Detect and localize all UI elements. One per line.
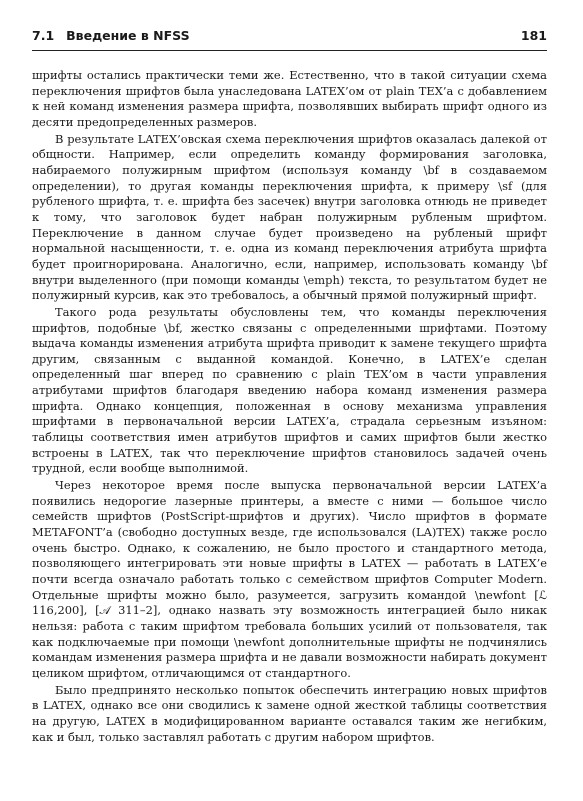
paragraph-3: Такого рода результаты обусловлены тем, что команды переключения шрифтов, подобные \bf, жестко связаны с определенными шрифтами. Поэтому выдача команды изменения атрибута шрифта приводит к замене текущего шрифта другим, связанным с выданной командой. Конечно, в LATEX’е сделан определенный шаг вперед по сравнению с plain TEX’ом в части управления атрибутами шрифтов благодаря введению набора команд изменения размера шрифта. Однако концепция, положенная в основу механизма управления шрифтами в первоначальной версии LATEX’а, страдала серьезным изъяном: таблицы соответствия имен атрибутов шрифтов и самих шрифтов были жестко встроены в LATEX, так что переключение шрифтов становилось задачей очень трудной, если вообще выполнимой. — [32, 304, 547, 476]
section-title: Введение в NFSS — [66, 28, 190, 43]
paragraph-4: Через некоторое время после выпуска первоначальной версии LATEX’а появились недорогие лазерные принтеры, а вместе с ними — большое число семейств шрифтов (PostScript-шрифтов и других). Число шрифтов в формате METAFONT’а (свободно доступных везде, где использовался (LA)TEX) также росло очень быстро. Однако, к сожалению, не было простого и стандартного метода, позволяющего интегрировать эти новые шрифты в LATEX — работать в LATEX’е почти всегда означало работать только с семейством шрифтов Computer Modern. Отдельные шрифты можно было, разумеется, загрузить командой \newfont [ℒ 116,200], [𝒜 311–2], однако назвать эту возможность интеграцией было никак нельзя: работа с таким шрифтом требовала больших усилий от пользователя, так как подключаемые при помощи \newfont дополнительные шрифты не подчинялись командам изменения размера шрифта и не давали возможности набирать документ целиком шрифтом, отличающимся от стандартного. — [32, 478, 547, 680]
book-page — [32, 28, 547, 778]
section-heading — [32, 28, 190, 43]
paragraph-2: В результате LATEX’овская схема переключения шрифтов оказалась далекой от общности. Например, если определить команду формирования заголовка, набираемого полужирным шрифтом (используя команду \bf в создаваемом определении), то другая команды переключения шрифта, к примеру \sf (для рубленого шрифта, т. е. шрифта без засечек) внутри заголовка отнюдь не приведет к тому, что заголовок будет набран полужирным рубленым шрифтом. Переключение в данном случае будет произведено на рубленый шрифт нормальной насыщенности, т. е. одна из команд переключения атрибута шрифта будет проигнорирована. Аналогично, если, например, использовать команду \bf внутри выделенного (при помощи команды \emph) текста, то результатом будет не полужирный курсив, как это требовалось, а обычный прямой полужирный шрифт. — [32, 131, 547, 303]
running-head — [32, 28, 547, 51]
paragraph-5: Было предпринято несколько попыток обеспечить интеграцию новых шрифтов в LATEX, однако все они сводились к замене одной жесткой таблицы соответствия на другую, LATEX в модифицированном варианте оставался таким же негибким, как и был, только заставлял работать с другим набором шрифтов. — [32, 682, 547, 744]
paragraph-1: шрифты остались практически теми же. Естественно, что в такой ситуации схема переключения шрифтов была унаследована LATEX’ом от plain TEX’а с добавлением к ней команд изменения размера шрифта, позволявших выбирать шрифт одного из десяти предопределенных размеров. — [32, 68, 547, 129]
body-text — [32, 68, 547, 745]
page-number: 181 — [520, 28, 547, 43]
section-number: 7.1 — [32, 28, 55, 43]
